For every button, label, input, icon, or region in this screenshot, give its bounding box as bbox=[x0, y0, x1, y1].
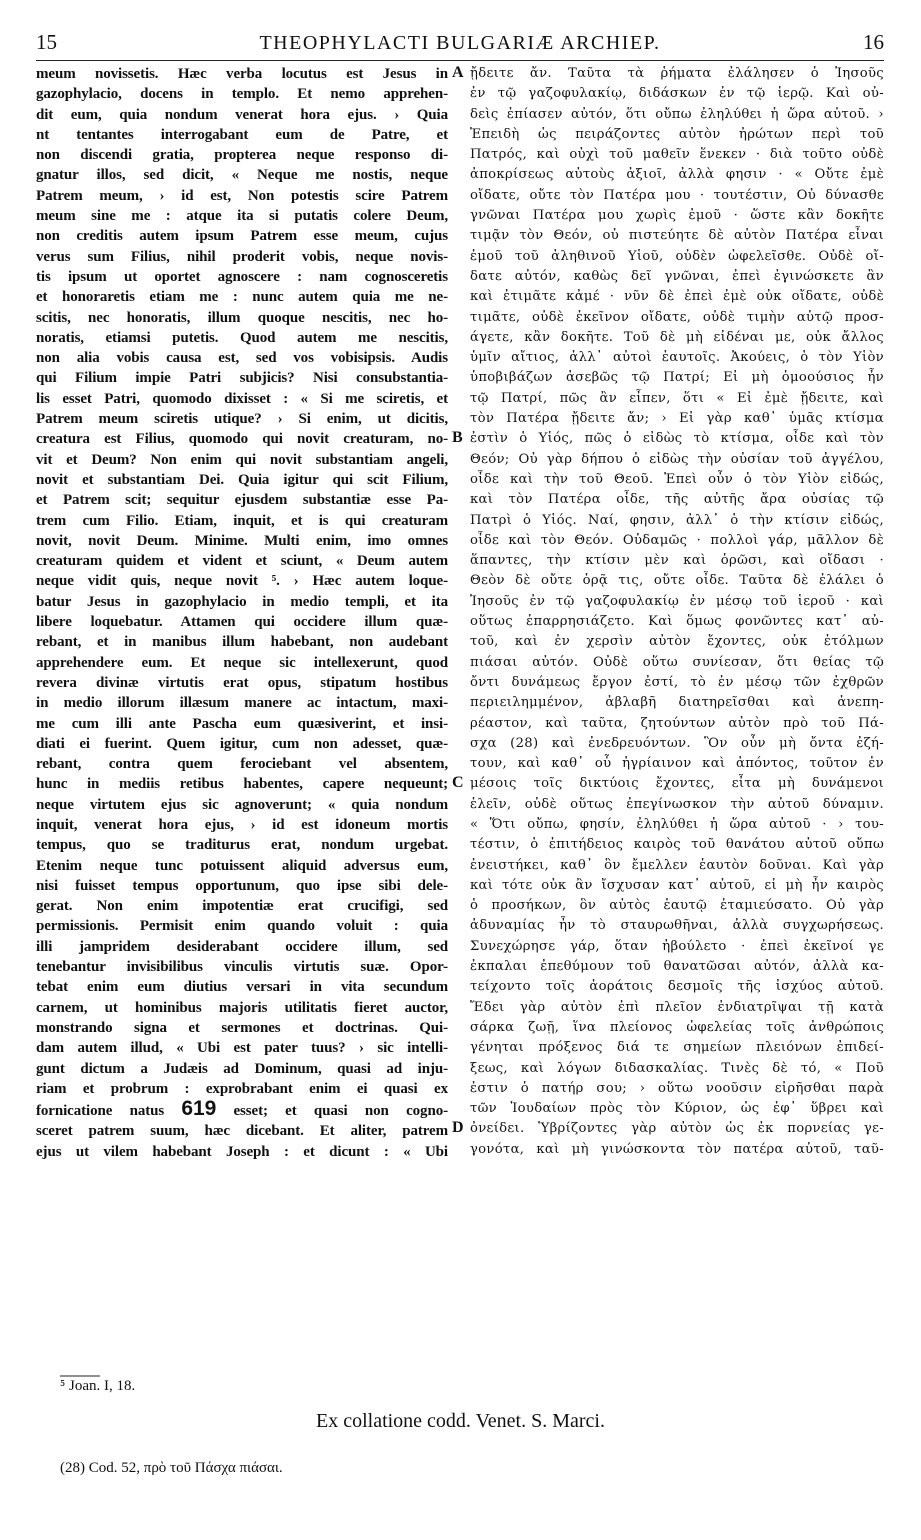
greek-line: τὸν Πατέρα ᾔδειτε ἄν; › Εἰ γὰρ καθ᾽ ὑμᾶς κτίσμα bbox=[470, 411, 884, 427]
latin-line: lis esset Patri, quomodo dixisset : « Si me sciretis, et bbox=[36, 390, 448, 407]
greek-column bbox=[470, 64, 884, 1160]
greek-line: καὶ τὸν Πατέρα οἶδε, τῆς αὐτῆς ἄρα οὐσίας τῷ bbox=[470, 492, 884, 508]
latin-line-prefix: fornicatione natus bbox=[36, 1103, 182, 1120]
latin-line: meum novissetis. Hæc verba locutus est Jesus in bbox=[36, 66, 448, 82]
greek-line: ἀποκρίσεως αὐτοὺς ἀξιοῖ, ἀλλὰ φησιν · « Οὔτε ἐμὲ bbox=[470, 167, 884, 183]
greek-line: γνῶναι Πατέρα μου χωρὶς ἐμοῦ · ὥστε κἂν δοκῆτε bbox=[470, 208, 884, 224]
greek-line: τείχοντο τοῖς ἀοράτοις δεσμοῖς τῆς ἰσχύος αὐτοῦ. bbox=[470, 979, 884, 995]
latin-line: meum sine me : atque ita si putatis colere Deum, bbox=[36, 208, 448, 225]
latin-line: scitis, nec honoratis, illum quoque nescitis, nec ho- bbox=[36, 309, 448, 326]
latin-line: rebant, contra quem ferociebant vel absentem, bbox=[36, 756, 448, 773]
greek-line: τῶν Ἰουδαίων πρὸς τὸν Κύριον, ὡς ἐφ᾽ ὕβρει καὶ bbox=[470, 1101, 884, 1117]
greek-line: τιμᾷν τὸν Θεόν, οὐ πιστεύητε δὲ αὐτὸν Πατέρα εἶναι bbox=[470, 228, 884, 244]
variant-note: (28) Cod. 52, πρὸ τοῦ Πάσχα πιάσαι. bbox=[60, 1460, 283, 1476]
latin-line: dit eum, quia nondum venerat hora ejus. › Quia bbox=[36, 106, 448, 123]
latin-line: creaturam quidem et vident et sciunt, « Deum autem bbox=[36, 553, 448, 570]
latin-line: riam et probrum : exprobrabant enim ei quasi ex bbox=[36, 1080, 448, 1097]
greek-line: Θεὸν δὲ οὔτε ὁρᾷ τις, οὔτε οἶδε. Ταῦτα δὲ ἐλάλει ὁ bbox=[470, 573, 884, 589]
latin-line: trem cum Filio. Etiam, inquit, et is qui creaturam bbox=[36, 512, 448, 529]
latin-line: permissionis. Permisit enim quando voluit : quia bbox=[36, 918, 448, 935]
latin-line: libere loquebatur. Attamen qui occidere illum quæ- bbox=[36, 614, 448, 631]
latin-line: tebat enim eum diutius versari in vita secundum bbox=[36, 979, 448, 996]
greek-line: ἑλεῖν, οὐδὲ οὕτως ἐπεγίνωσκον τὴν αὐτοῦ δύναμιν. bbox=[470, 796, 884, 812]
margin-letter-c: C bbox=[452, 774, 464, 791]
latin-line: rebant, et in manibus illum habebant, non audebant bbox=[36, 634, 448, 651]
greek-line: γονότα, καὶ μὴ γινώσκοντα τὸν πατέρα αὐτοῦ, ταῦ- bbox=[470, 1141, 884, 1157]
latin-line: diati ei fuerint. Quem igitur, cum non adesset, quæ- bbox=[36, 735, 448, 752]
latin-line: nt tentantes interrogabant eum de Patre, et bbox=[36, 126, 448, 143]
latin-line: et Patrem scit; sequitur ejusdem substantiæ esse Pa- bbox=[36, 492, 448, 509]
latin-line: ejus ut vilem habebant Joseph : et dicunt : « Ubi bbox=[36, 1143, 448, 1160]
latin-column bbox=[36, 64, 448, 1162]
page-badge: 619 bbox=[181, 1099, 217, 1121]
greek-line: ἐν τῷ γαζοφυλακίῳ, διδάσκων ἐν τῷ ἱερῷ. Καὶ οὐ- bbox=[470, 86, 884, 102]
latin-line: monstrando signa et sermones et doctrinas. Qui- bbox=[36, 1019, 448, 1036]
greek-line: σάρκα ζωῇ, ἵνα πλείονος ὠφελείας τοῖς ἀνθρώποις bbox=[470, 1019, 884, 1035]
greek-line: γένηται πρόξενος διά τε σημείων πλειόνων ἐπιδεί- bbox=[470, 1040, 884, 1056]
latin-line: novit et substantiam Dei. Quia igitur qui scit Filium, bbox=[36, 471, 448, 488]
latin-line: carnem, ut hominibus majoris utilitatis fieret auctor, bbox=[36, 999, 448, 1016]
latin-line: non alia vobis causa est, sed vos vobisipsis. Audis bbox=[36, 350, 448, 367]
greek-line: τιμᾶτε, οὐδὲ ἐκεῖνον οἴδατε, οὐδὲ τιμὴν αὐτῷ προσ- bbox=[470, 309, 884, 325]
latin-line: gunt dictum a Judæis ad Dominum, quasi ad inju- bbox=[36, 1060, 448, 1077]
latin-line: revera divinæ virtutis erat opus, stipatum hostibus bbox=[36, 674, 448, 691]
latin-line: sceret patrem suum, hæc dicebant. Et aliter, patrem bbox=[36, 1123, 448, 1140]
greek-line: « Ὅτι οὔπω, φησίν, ἐληλύθει ἡ ὥρα αὐτοῦ · › του- bbox=[470, 816, 884, 832]
latin-line: non creditis autem ipsum Patrem esse meum, cujus bbox=[36, 228, 448, 245]
greek-line: Ἐπειδὴ ὡς πειράζοντες αὐτὸν ἠρώτων περὶ τοῦ bbox=[470, 126, 884, 142]
greek-line: οἶδε καὶ τὸν Θεόν. Οὐδαμῶς · πολλοὶ γάρ, μᾶλλον δὲ bbox=[470, 532, 884, 548]
latin-line: tis ipsum ut oportet agnoscere : nam cognosceretis bbox=[36, 268, 448, 285]
greek-line: οἶδε καὶ τὴν τοῦ Θεοῦ. Ἐπεὶ οὖν ὁ τὸν Υἱὸν εἰδώς, bbox=[470, 471, 884, 487]
greek-line: ὀνείδει. Ὑβρίζοντες γὰρ αὐτὸν ὡς ἐκ πορνείας γε- bbox=[470, 1121, 884, 1137]
greek-line: ἐστιν ὁ πατήρ σου; › οὕτω νοοῦσιν εἰρῆσθαι παρὰ bbox=[470, 1080, 884, 1096]
greek-line: Πατρὶ ὁ Υἱός. Ναί, φησιν, ἀλλ᾽ ὁ τὴν κτίσιν εἰδώς, bbox=[470, 512, 884, 528]
greek-line: ἅπαντες, τὴν κτίσιν μὲν καὶ ὁρῶσι, καὶ οἴδασι · bbox=[470, 553, 884, 569]
latin-line: et honoraretis etiam me : nunc autem quia me ne- bbox=[36, 289, 448, 306]
latin-line: illi jampridem desiderabant occidere illum, sed bbox=[36, 938, 448, 955]
latin-line: gerat. Non enim impotentiæ erat crucifigi, sed bbox=[36, 898, 448, 915]
collation-heading: Ex collatione codd. Venet. S. Marci. bbox=[315, 1410, 605, 1432]
latin-line: inquit, venerat hora ejus, › id est idoneum mortis bbox=[36, 816, 448, 833]
latin-line: noratis, etiamsi putetis. Quod autem me nescitis, bbox=[36, 329, 448, 346]
greek-line: ἐκπαλαι ἐπεθύμουν τοῦ θανατῶσαι αὐτόν, ἀλλὰ κα- bbox=[470, 959, 884, 975]
greek-line: ᾔδειτε ἄν. Ταῦτα τὰ ῥήματα ἐλάλησεν ὁ Ἰησοῦς bbox=[470, 66, 884, 81]
page-number-right: 16 bbox=[863, 30, 884, 54]
greek-line: τοῦ, καὶ ἐν χερσὶν αὐτὸν ἔχοντες, οὐκ ἐτόλμων bbox=[470, 634, 884, 650]
latin-line: neque virtutem ejus sic agnoverunt; « quia nondum bbox=[36, 796, 448, 813]
running-header bbox=[36, 30, 884, 61]
greek-line: δατε αὐτόν, καθὼς δεῖ γνῶναι, ἐπεὶ ἐγινώσκετε ἂν bbox=[470, 268, 884, 284]
greek-line: καὶ ἐτιμᾶτε κἀμέ · νῦν δὲ ἐπεὶ ἐμὲ οὐκ οἴδατε, οὐδὲ bbox=[470, 289, 884, 305]
latin-line: batur Jesus in gazophylacio in medio templi, et ita bbox=[36, 593, 448, 610]
margin-letter-b: B bbox=[452, 429, 463, 446]
greek-line: Ἔδει γὰρ αὐτὸν ἐπὶ πλεῖον ἐνδιατρῖψαι τῇ κατὰ bbox=[470, 999, 884, 1015]
greek-line: ὁ προσήκων, ὃν αὐτὸς ἑαυτῷ ἐταμιεύσατο. Οὐ γὰρ bbox=[470, 898, 884, 914]
greek-line: ὑμῖν αἴτιος, ἀλλ᾽ αὐτοὶ ἑαυτοῖς. Ἀκούεις, ὁ τὸν Υἱὸν bbox=[470, 350, 884, 366]
greek-line: δεὶς ἐπίασεν αὐτόν, ὅτι οὔπω ἐληλύθει ἡ ὥρα αὐτοῦ. › bbox=[470, 106, 884, 122]
greek-line: ἐνειστήκει, καθ᾽ ὃν ἔμελλεν ἑαυτὸν δοῦναι. Καὶ γὰρ bbox=[470, 857, 884, 873]
greek-line: οἴδατε, οὔτε τὸν Πατέρα μου · τουτέστιν, Οὐ δύνασθε bbox=[470, 187, 884, 203]
greek-line: ἐστὶν ὁ Υἱός, πῶς ὁ εἰδὼς τὸ κτίσμα, οἶδε καὶ τὸν bbox=[470, 431, 884, 447]
latin-line-suffix: esset; et quasi non cogno- bbox=[216, 1103, 448, 1120]
margin-letter-d: D bbox=[452, 1119, 464, 1136]
latin-line: tempus, quo se traditurus erat, nondum urgebat. bbox=[36, 837, 448, 854]
greek-line: πιάσαι αὐτόν. Οὐδὲ οὕτω συνίεσαν, ὅτι θείας τῷ bbox=[470, 654, 884, 670]
greek-line: τῷ Πατρί, πῶς ἂν εἶπεν, ὅτι « Εἰ ἐμὲ ᾔδειτε, καὶ bbox=[470, 390, 884, 406]
running-title: THEOPHYLACTI BULGARIÆ ARCHIEP. bbox=[259, 32, 661, 54]
page-number-left: 15 bbox=[36, 30, 57, 54]
latin-line: hunc in mediis retibus habentes, capere nequeunt; bbox=[36, 776, 448, 793]
latin-line: neque vidit quis, neque novit ⁵. › Hæc autem loque- bbox=[36, 573, 448, 590]
latin-line: qui Filium impie Patri subjicis? Nisi consubstantia- bbox=[36, 370, 448, 387]
latin-line: nisi fuisset tempus opportunum, quo ipse sibi dele- bbox=[36, 877, 448, 894]
greek-line: τέστιν, ὁ ἐπιτήδειος καιρὸς τοῦ θανάτου αὐτοῦ οὔπω bbox=[470, 837, 884, 853]
margin-letter-a: A bbox=[452, 64, 464, 81]
latin-line: novit, novit Deum. Minime. Multi enim, imo omnes bbox=[36, 532, 448, 549]
greek-line: Συνεχώρησε γάρ, ὅταν ἠβούλετο · ἐπεὶ ἐκεῖνοί γε bbox=[470, 938, 884, 954]
latin-line: apprehendere eum. Et neque sic intellexerunt, quod bbox=[36, 654, 448, 671]
greek-line: οὕτως ἐπαρρησιάζετο. Καὶ ὅμως φονῶντες κατ᾽ αὐ- bbox=[470, 614, 884, 630]
greek-line: ἀδυναμίας ἦν τὸ σταυρωθῆναι, ἀλλὰ συγχωρήσεως. bbox=[470, 918, 884, 934]
latin-line: Patrem meum, › id est, Non potestis scire Patrem bbox=[36, 187, 448, 204]
greek-line: άγετε, κἂν δοκῆτε. Τοῦ δὲ μὴ εἰδέναι με, οὐκ ἄλλος bbox=[470, 329, 884, 345]
greek-line: ἐμοῦ τοῦ ἀληθινοῦ Υἱοῦ, οὐδὲν ὠφελεῖσθε. Οὐδὲ οἴ- bbox=[470, 248, 884, 264]
footnote: ⁵ Joan. I, 18. bbox=[60, 1378, 136, 1394]
greek-line: ὄντι δυνάμεως ἔργον ἐστί, τὸ ἐν μέσῳ τῶν ἐχθρῶν bbox=[470, 674, 884, 690]
latin-line: me cum illi ante Pascha eum quæsiverint, et insi- bbox=[36, 715, 448, 732]
latin-line: tenebantur invisibilibus vinculis virtutis suæ. Opor- bbox=[36, 959, 448, 976]
latin-line: gnatur illos, sed dicit, « Neque me nostis, neque bbox=[36, 167, 448, 184]
greek-line: ὑποβιβάζων ἀσεβῶς τῷ Πατρί; Εἰ μὴ ὁμοούσιος ἦν bbox=[470, 370, 884, 386]
latin-line: non discendi gratia, propterea neque responso di- bbox=[36, 147, 448, 164]
greek-line: Ἰησοῦς ἐν τῷ γαζοφυλακίῳ ἐν μέσῳ τοῦ ἱεροῦ · καὶ bbox=[470, 593, 884, 609]
latin-line: vit et Deum? Non enim qui novit substantiam angeli, bbox=[36, 451, 448, 468]
greek-line: τουν, καὶ καθ᾽ οὗ ἠγρίαινον καὶ ἀπόντος, τοῦτον ἐν bbox=[470, 756, 884, 772]
latin-line: in medio illorum illæsum manere ac intactum, maxi- bbox=[36, 695, 448, 712]
greek-line: καὶ τότε οὐκ ἂν ἴσχυσαν κατ᾽ αὐτοῦ, εἰ μὴ ἦν καιρὸς bbox=[470, 877, 884, 893]
latin-line: dam autem illud, « Ubi est pater tuus? › sic intelli- bbox=[36, 1040, 448, 1057]
latin-line: creatura est Filius, quomodo qui novit creaturam, no- bbox=[36, 431, 448, 448]
latin-line: gazophylacio, docens in templo. Et nemo apprehen- bbox=[36, 86, 448, 103]
latin-line: Patrem meum sciretis utique? › Si enim, ut dicitis, bbox=[36, 411, 448, 428]
greek-line: Θεόν; Οὐ γὰρ δήπου ὁ εἰδὼς τὴν οὐσίαν τοῦ ἀγγέλου, bbox=[470, 451, 884, 467]
latin-line bbox=[36, 1099, 448, 1121]
greek-line: ρέαστον, καὶ ταῦτα, ζητούντων αὐτὸν πρὸ τοῦ Πά- bbox=[470, 715, 884, 731]
greek-line: περιειλημμένον, ἀβλαβῆ διατηρεῖσθαι καὶ ἀνεπη- bbox=[470, 695, 884, 711]
footnote-rule bbox=[60, 1375, 100, 1377]
latin-line: Etenim neque tunc potuissent aliquid adversus eum, bbox=[36, 857, 448, 874]
greek-line: ξεως, καὶ λόγων διδασκαλίας. Τινὲς δὲ τό, « Ποῦ bbox=[470, 1060, 884, 1076]
greek-line: μέσοις τοῖς δικτύοις ἔχοντες, εἶτα μὴ δυνάμενοι bbox=[470, 776, 884, 792]
greek-line: σχα (28) καὶ ἐνεδρευόντων. Ὃν οὖν μὴ ὄντα ἐζή- bbox=[470, 735, 884, 751]
greek-line: Πατρός, καὶ οὐχὶ τοῦ μαθεῖν ἕνεκεν · διὰ τοῦτο οὐδὲ bbox=[470, 147, 884, 163]
latin-line: verus sum Filius, nihil proderit vobis, neque novis- bbox=[36, 248, 448, 265]
